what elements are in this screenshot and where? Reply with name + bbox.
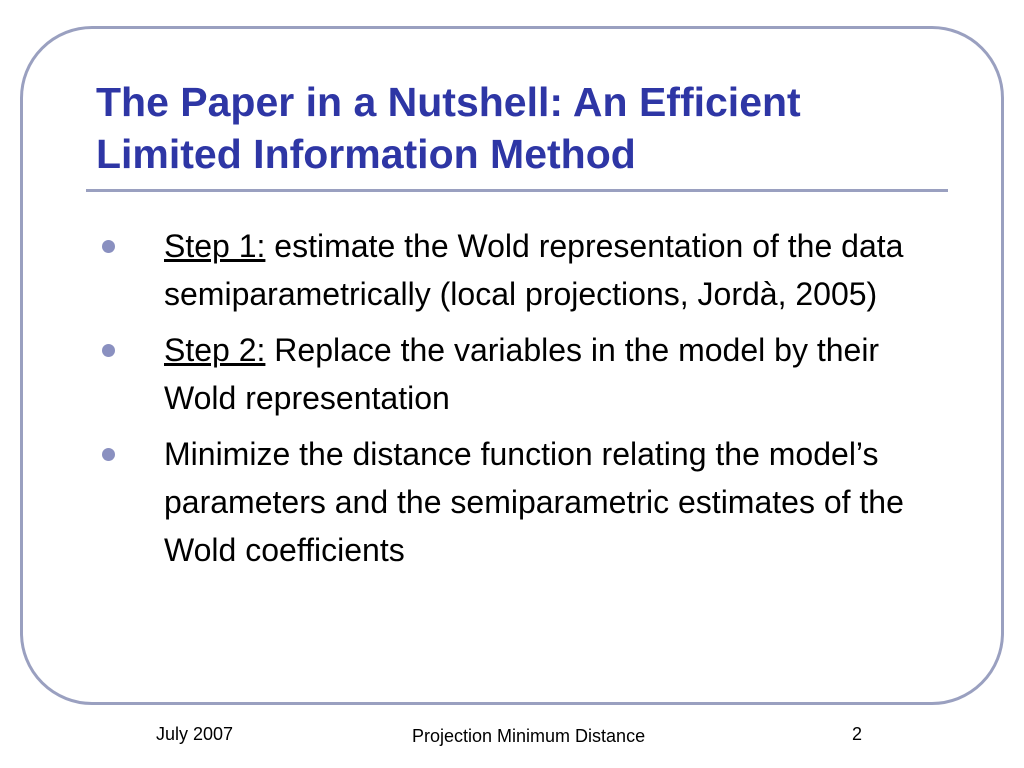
footer-page-number: 2 [852,724,863,744]
bullet-dot-icon [102,448,115,461]
bullet-step-label: Step 1: [164,228,266,264]
bullet-step-label: Step 2: [164,332,266,368]
bullet-text: estimate the Wold representation of the data semiparametrically (local projections, Jordà, 2005) [164,228,904,312]
bullet-item-step-1 [96,222,946,318]
bullet-text: Minimize the distance function relating the model’s parameters and the semiparametric estimates of the Wold coefficients [164,436,904,568]
bullet-text: Replace the variables in the model by their Wold representation [164,332,880,416]
slide-title: The Paper in a Nutshell: An Efficient Limited Information Method [96,79,801,177]
bullet-item-step-2 [96,326,946,422]
bullet-dot-icon [102,344,115,357]
bullet-dot-icon [102,240,115,253]
footer-date: July 2007 [156,724,234,744]
bullet-list [96,222,946,582]
footer-title: Projection Minimum Distance [412,726,646,746]
bullet-item-minimize [96,430,946,574]
title-divider [86,189,948,192]
